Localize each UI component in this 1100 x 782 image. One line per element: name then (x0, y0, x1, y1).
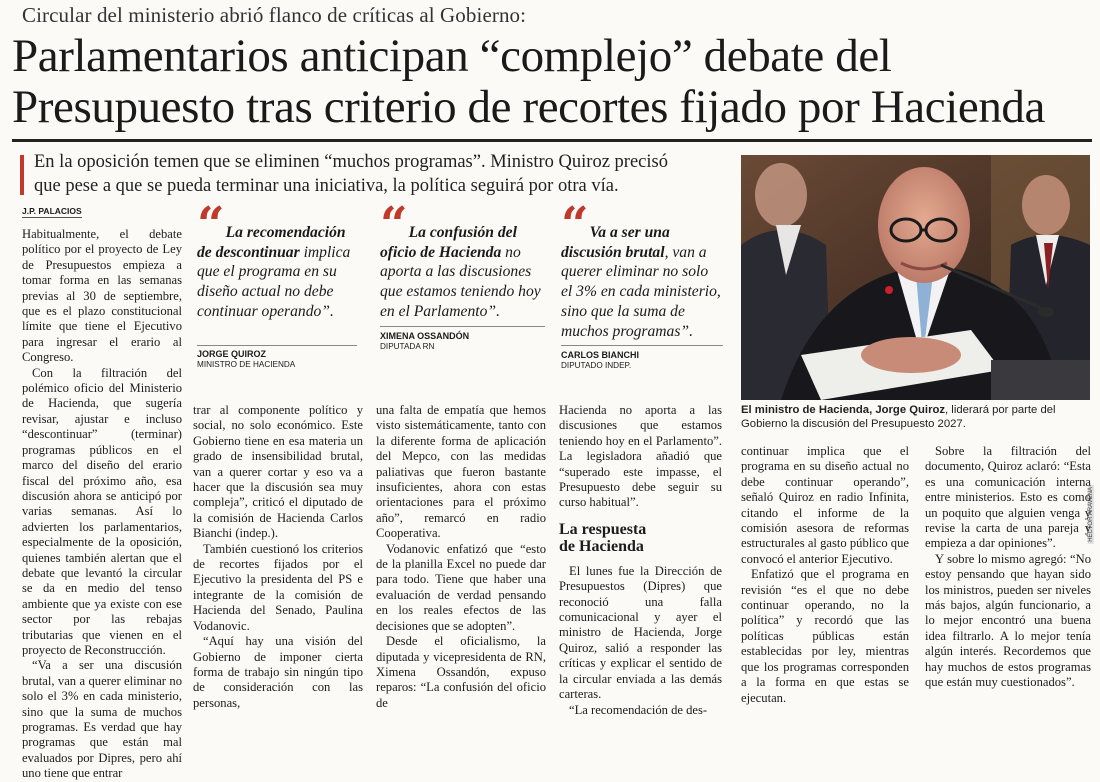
photo-caption (741, 403, 1093, 431)
deck-line-1: En la oposición temen que se eliminen “muchos programas”. Ministro Quiroz precisó (34, 152, 668, 172)
col4-para-3: “La recomendación de des- (569, 702, 708, 717)
col6-para-2: Y sobre lo mismo agregó: “No estoy pensando que hayan sido los ministros, pueden ser niveles más bajos, algún funcionario, a lo mejor encontró una buena idea filtrarlo. A lo mejor tenía algún interés. Recordemos que hay muchos de estos programas que están muy cuestionados”. (925, 551, 1091, 690)
col1-para-2: Con la filtración del polémico oficio del Ministerio de Hacienda, que sugería revisar, ajustar e incluso “descontinuar” (terminar) programas públicos en el marco del diseño del erario fiscal del próximo año, esa discusión ahora se anticipó por varias semanas. Así lo advierten los parlamentarios, especialmente de la oposición, quienes también alertan que el debate que levantó la circular se da en medio del tenso ambiente que ya existe con ese sector por las rebajas tributarias que vienen en el proyecto de Reconstrucción. (22, 365, 182, 657)
col5-para-2: Enfatizó que el programa en revisión “es el que no debe continuar operando, no la política” y recordó que las políticas públicas están establecidas por ley, mientras que los programas corresponden a la forma en que estas se ejecutan. (741, 567, 909, 705)
caption-bold: El ministro de Hacienda, Jorge Quiroz (741, 404, 946, 416)
byline: J.P. PALACIOS (22, 206, 82, 216)
quote-3-name: CARLOS BIANCHI (561, 350, 639, 360)
subhead-line-1: La respuesta (559, 520, 647, 538)
quote-1-rule (197, 345, 357, 346)
column-4 (559, 403, 722, 718)
col2-para-3: “Aquí hay una visión del Gobierno de imponer cierta forma de trabajo sin ningún tipo de consideración con las personas, (193, 634, 363, 710)
kicker: Circular del ministerio abrió flanco de críticas al Gobierno: (22, 3, 527, 27)
deck-line-2: que pese a que se pueda terminar una iniciativa, la política seguirá por otra vía. (34, 176, 619, 196)
col1-para-1: Habitualmente, el debate político por el proyecto de Ley de Presupuestos empieza a tomar forma en las semanas previas al 30 de septiembre, que es el plazo constitucional límite que tiene el Ejecutivo para ingresar el erario al Congreso. (22, 227, 182, 365)
quote-1-attribution (197, 349, 357, 370)
photo-illustration (741, 155, 1090, 400)
col4-para-1: Hacienda no aporta a las discusiones que estamos teniendo hoy en el Parlamento”. La legisladora añadió que “superado este impasse, el Presupuesto debe seguir su curso habitual”. (559, 403, 722, 510)
quote-3-text: , van a querer eliminar no solo el 3% en cada ministerio, sino que la suma de muchos programas”. (561, 243, 721, 340)
col3-para-1: una falta de empatía que hemos visto sistemáticamente, tanto con la diferente forma de aplicación del Mepco, con las medidas paliativas que fueron bastante insuficientes, ahora con estas orientaciones para el próximo año”, remarcó en radio Cooperativa. (376, 403, 546, 541)
headline (12, 31, 1092, 133)
quote-1-name: JORGE QUIROZ (197, 349, 267, 359)
headline-rule (12, 139, 1092, 142)
column-6 (925, 444, 1091, 691)
headline-line-2: Presupuesto tras criterio de recortes fijado por Hacienda (12, 81, 1045, 133)
pull-quote-3 (561, 197, 723, 341)
col3-para-3: Desde el oficialismo, la diputada y vicepresidenta de RN, Ximena Ossandón, expuso reparos: “La confusión del oficio de (376, 634, 546, 710)
quote-2-name: XIMENA OSSANDÓN (380, 331, 470, 341)
col3-para-2: Vodanovic enfatizó que “esto de la planilla Excel no puede dar para todo. Tiene que haber una evaluación de verdad pensando en los reales efectos de las decisiones que se adopten”. (376, 541, 546, 633)
quote-2-attribution (380, 331, 545, 352)
quote-3-rule (561, 345, 723, 346)
quote-3-role: DIPUTADO INDEP. (561, 361, 632, 370)
quote-3-attribution (561, 350, 723, 371)
subhead-line-2: de Hacienda (559, 537, 644, 555)
pull-quote-1 (197, 197, 357, 322)
deck-bar (20, 155, 24, 195)
col6-para-1: Sobre la filtración del documento, Quiroz aclaró: “Esta es una comunicación interna entre ministerios. Esto es como un poquito que alguien venga y revise la carta de una pareja y empieza a dar opiniones”. (925, 444, 1091, 551)
quote-2-rule (380, 326, 545, 327)
col5-para-1: continuar implica que el programa en su diseño actual no debe continuar operando”, señaló Quiroz en radio Infinita, citando el informe de la comisión asesora de reformas estructurales al gasto público que convocó el anterior Ejecutivo. (741, 444, 909, 566)
col2-para-2: También cuestionó los criterios de recortes fijados por el Ejecutivo la presidenta del PS e integrante de la comisión de Hacienda del Senado, Paulina Vodanovic. (193, 541, 363, 633)
section-subhead (559, 521, 722, 555)
quote-1-bold: La recomendación de descontinuar (197, 224, 346, 261)
deck (34, 150, 734, 198)
caption-text: , liderará por parte del Gobierno la discusión del Presupuesto 2027. (741, 404, 1056, 430)
pull-quote-2 (380, 197, 545, 322)
column-1 (22, 227, 182, 782)
column-2 (193, 403, 363, 711)
quote-1-role: MINISTRO DE HACIENDA (197, 360, 296, 369)
column-5 (741, 444, 909, 706)
quote-mark-icon: “ (380, 197, 405, 253)
headline-line-1: Parlamentarios anticipan “complejo” debate del (12, 30, 892, 82)
quote-2-text: no aporta a las discusiones que estamos teniendo hoy en el Parlamento”. (380, 243, 541, 320)
col1-para-3: “Va a ser una discusión brutal, van a querer eliminar no solo el 3% en cada ministerio, sino que la suma de muchos programas. Es verdad que hay programas que están mal evaluados por Dipres, pero ahí uno tiene que entrar (22, 658, 182, 781)
photo-credit: HÉCTOR ARAVENA (1088, 487, 1094, 542)
quote-mark-icon: “ (561, 197, 586, 253)
col2-para-1: trar al componente político y social, no solo económico. Este Gobierno tiene en esa materia un grado de insensibilidad brutal, van a querer cortar y eso va a hacer que la discusión sea muy compleja”, criticó el diputado de la comisión de Hacienda Carlos Bianchi (indep.). (193, 403, 363, 541)
quote-1-text: implica que el programa en su diseño actual no debe continuar operando”. (197, 243, 351, 320)
quote-2-bold: La confusión del oficio de Hacienda (380, 224, 517, 261)
quote-2-role: DIPUTADA RN (380, 342, 435, 351)
column-3 (376, 403, 546, 711)
col4-para-2: El lunes fue la Dirección de Presupuestos (Dipres) que reconoció una falla comunicacional y ayer el ministro de Hacienda, Jorge Quiroz, salió a responder las críticas y explicar el sentido de la circular enviada a las demás carteras. (559, 563, 722, 702)
quote-mark-icon: “ (197, 197, 222, 253)
quote-3-bold: Va a ser una discusión brutal (561, 224, 670, 261)
